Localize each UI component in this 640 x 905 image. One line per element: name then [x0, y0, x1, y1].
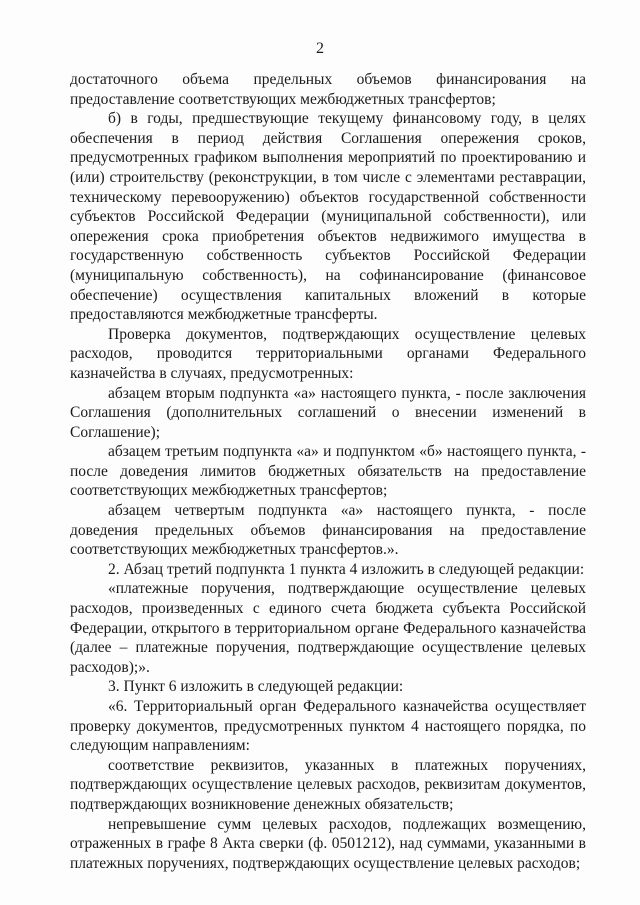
paragraph-9: 3. Пункт 6 изложить в следующей редакции:	[108, 678, 404, 696]
paragraph-11: соответствие реквизитов, указанных в платежных поручениях, подтверждающих осуществление целевых расходов, реквизитам документов, подтверждающих возникновение денежных обязательств;	[70, 756, 586, 813]
paragraph-10: «6. Территориальный орган Федерального казначейства осуществляет проверку документов, предусмотренных пунктом 4 настоящего порядка, по следующим направлениям:	[70, 698, 586, 755]
paragraph-6: абзацем четвертым подпункта «а» настоящего пункта, - после доведения предельных объемов финансирования на предоставление соответствующих межбюджетных трансфертов.».	[70, 502, 586, 559]
paragraph-5: абзацем третьим подпункта «а» и подпунктом «б» настоящего пункта, - после доведения лимитов бюджетных обязательств на предоставление соответствующих межбюджетных трансфертов;	[70, 443, 586, 500]
paragraph-7: 2. Абзац третий подпункта 1 пункта 4 изложить в следующей редакции:	[108, 560, 585, 578]
paragraph-12: непревышение сумм целевых расходов, подлежащих возмещению, отраженных в графе 8 Акта сверки (ф. 0501212), над суммами, указанными в платежных поручениях, подтверждающих осуществление целевых расходов;	[70, 815, 586, 872]
paragraph-2: б) в годы, предшествующие текущему финансовому году, в целях обеспечения в период действия Соглашения опережения сроков, предусмотренных графиком выполнения мероприятий по проектированию и (или) строительству (реконструкции, в том числе с элементами реставрации, техническому перевооружению) объектов государственной собственности субъектов Российской Федерации (муниципальной собственности), или опережения срока приобретения объектов недвижимого имущества в государственную собственность субъектов Российской Федерации (муниципальную собственность), на софинансирование (финансовое обеспечение) осуществления капитальных вложений в которые предоставляются межбюджетные трансферты.	[70, 110, 586, 324]
paragraph-3: Проверка документов, подтверждающих осуществление целевых расходов, проводится территориальными органами Федерального казначейства в случаях, предусмотренных:	[70, 325, 586, 382]
paragraph-4: абзацем вторым подпункта «а» настоящего пункта, - после заключения Соглашения (дополнительных соглашений о внесении изменений в Соглашение);	[70, 384, 586, 441]
paragraph-1: достаточного объема предельных объемов финансирования на предоставление соответствующих межбюджетных трансфертов;	[70, 71, 586, 108]
page-number: 2	[316, 40, 324, 57]
document-body	[70, 70, 586, 873]
paragraph-8: «платежные поручения, подтверждающие осуществление целевых расходов, произведенных с единого счета бюджета субъекта Российской Федерации, открытого в территориальном органе Федерального казначейства (далее – платежные поручения, подтверждающие осуществление целевых расходов);».	[70, 580, 586, 676]
